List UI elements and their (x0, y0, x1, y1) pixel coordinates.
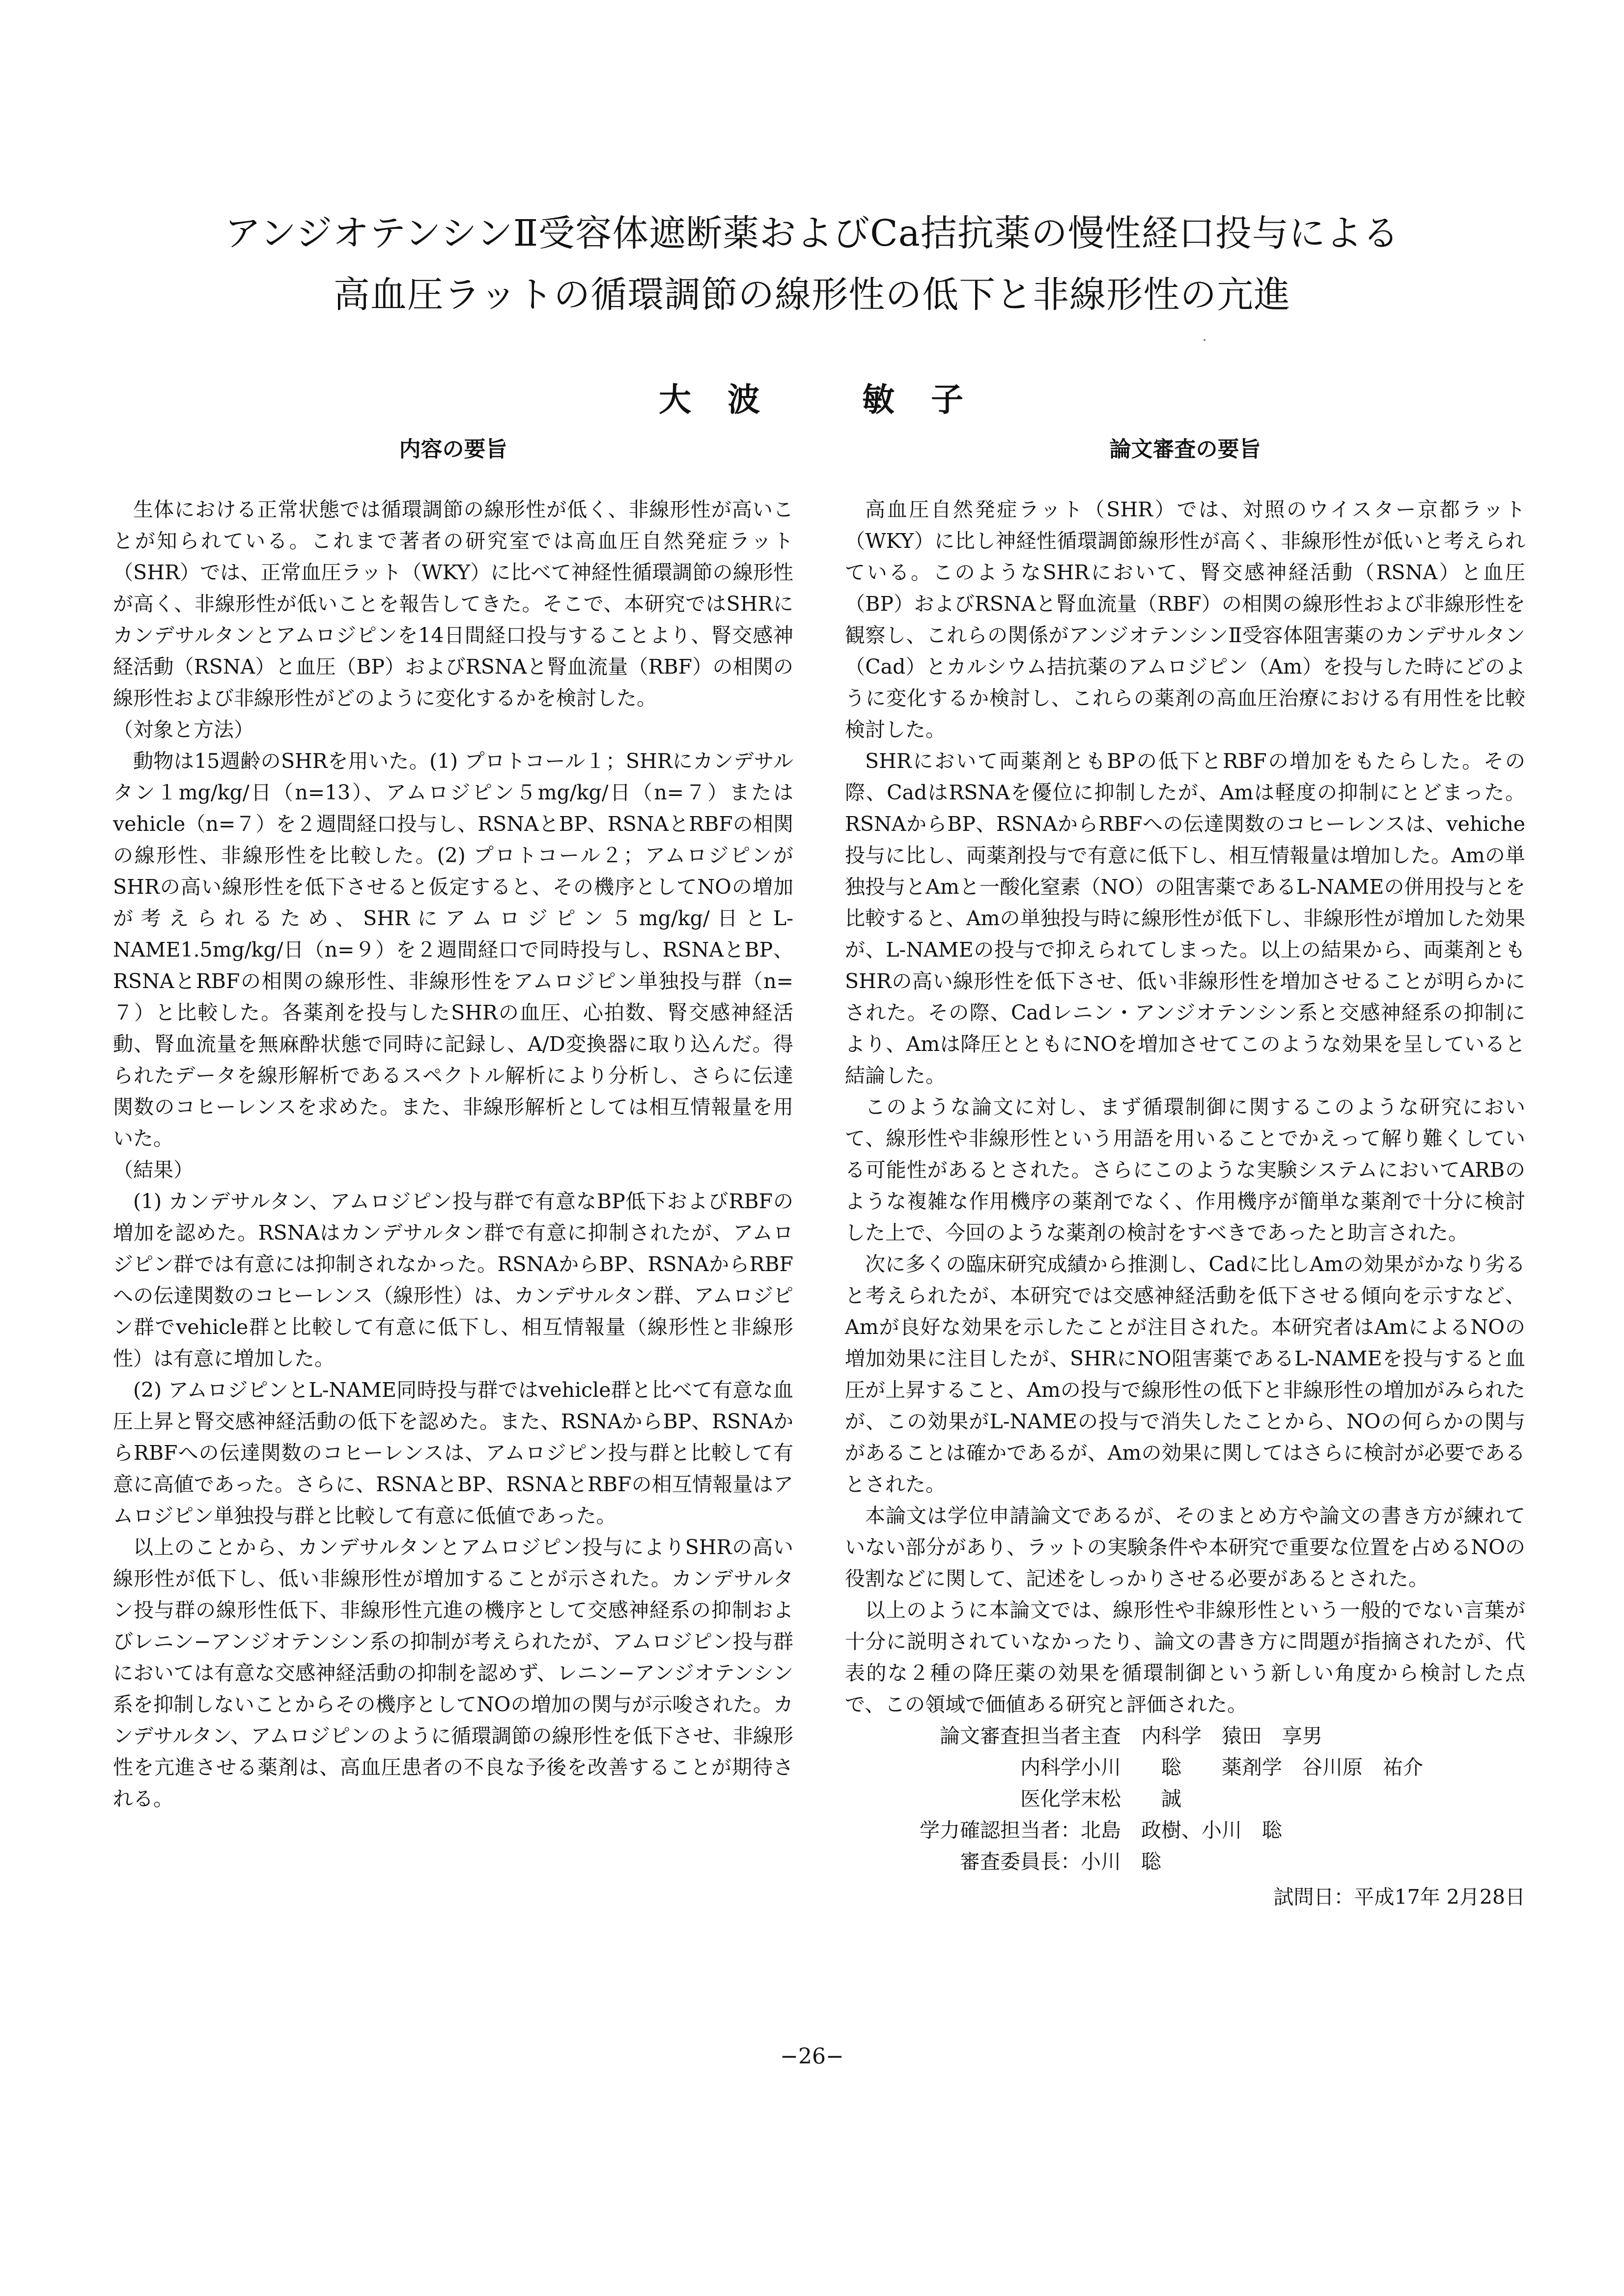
section-label-results: （結果） (113, 1158, 194, 1182)
review-paragraph: 高血圧自然発症ラット（SHR）では、対照のウイスター京都ラット（WKY）に比し神経性循環調節線形性が高く、非線形性が低いと考えられている。このようなSHRにおいて、腎交感神経活動（RSNA）と血圧（BP）およびRSNAと腎血流量（RBF）の相関の線形性および非線形性を観察し、これらの関係がアンジオテンシンⅡ受容体阻害薬のカンデサルタン（Cad）とカルシウム拮抗薬のアムロジピン（Am）を投与した時にどのように変化するか検討し、これらの薬剤の高血圧治療における有用性を比較検討した。 (845, 498, 1525, 741)
credit-role: 学力確認担当者： (920, 1818, 1081, 1842)
summary-paragraph: (1) カンデサルタン、アムロジピン投与群で有意なBP低下およびRBFの増加を認めた。RSNAはカンデサルタン群で有意に抑制されたが、アムロジピン群では有意には抑制されなかった。RSNAからBP、RSNAからRBFへの伝達関数のコヒーレンス（線形性）は、カンデサルタン群、アムロジピン群でvehicle群と比較して有意に低下し、相互情報量（線形性と非線形性）は有意に増加した。 (113, 1190, 793, 1370)
credit-value: 主査 内科学 猿田 享男 (1081, 1724, 1322, 1748)
summary-paragraph: 動物は15週齢のSHRを用いた。(1) プロトコール１；SHRにカンデサルタン１mg/kg/日（n=13）、アムロジピン５mg/kg/日（n=７）またはvehicle（n=７）を２週間経口投与し、RSNAとBP、RSNAとRBFの相関の線形性、非線形性を比較した。(2) プロトコール２；アムロジピンがSHRの高い線形性を低下させると仮定すると、その機序としてNOの増加が考えられるため、SHRにアムロジピン５mg/kg/日とL-NAME1.5mg/kg/日（n=９）を２週間経口で同時投与し、RSNAとBP、RSNAとRBFの相関の線形性、非線形性をアムロジピン単独投与群（n=７）と比較した。各薬剤を投与したSHRの血圧、心拍数、腎交感神経活動、腎血流量を無麻酔状態で同時に記録し、A/D変換器に取り込んだ。得られたデータを線形解析であるスペクトル解析により分析し、さらに伝達関数のコヒーレンスを求めた。また、非線形解析としては相互情報量を用いた。 (113, 749, 793, 1150)
review-heading: 論文審査の要旨 (1109, 437, 1261, 462)
credit-row (845, 1814, 1525, 1846)
credit-row (845, 1783, 1525, 1814)
review-paragraph: 本論文は学位申請論文であるが、そのまとめ方や論文の書き方が練れていない部分があり、ラットの実験条件や本研究で重要な位置を占めるNOの役割などに関して、記述をしっかりさせる必要があるとされた。 (845, 1504, 1525, 1590)
credit-row (845, 1720, 1525, 1752)
review-paragraph: SHRにおいて両薬剤ともBPの低下とRBFの増加をもたらした。その際、CadはRSNAを優位に抑制したが、Amは軽度の抑制にとどまった。RSNAからBP、RSNAからRBFへの伝達関数のコヒーレンスは、vehiche投与に比し、両薬剤投与で有意に低下し、相互情報量は増加した。Amの単独投与とAmと一酸化窒素（NO）の阻害薬であるL-NAMEの併用投与とを比較すると、Amの単独投与時に線形性が低下し、非線形性が増加した効果が、L-NAMEの投与で抑えられてしまった。以上の結果から、両薬剤ともSHRの高い線形性を低下させ、低い非線形性を増加させることが明らかにされた。その際、Cadレニン・アンジオテンシン系と交感神経系の抑制により、Amは降圧とともにNOを増加させてこのような効果を呈していると結論した。 (845, 749, 1525, 1087)
exam-date: 試問日：平成17年 2月28日 (1273, 1885, 1525, 1909)
credit-row (845, 1752, 1525, 1783)
credit-role: 論文審査担当者 (940, 1724, 1081, 1748)
summary-heading: 内容の要旨 (399, 437, 507, 462)
summary-paragraph: 以上のことから、カンデサルタンとアムロジピン投与によりSHRの高い線形性が低下し、低い非線形性が増加することが示された。カンデサルタン投与群の線形性低下、非線形性亢進の機序として交感神経系の抑制およびレニン−アンジオテンシン系の抑制が考えられたが、アムロジピン投与群においては有意な交感神経活動の抑制を認めず、レニン−アンジオテンシン系を抑制しないことからその機序としてNOの増加の関与が示唆された。カンデサルタン、アムロジピンのように循環調節の線形性を低下させ、非線形性を亢進させる薬剤は、高血圧患者の不良な予後を改善することが期待される。 (113, 1535, 793, 1811)
review-column (845, 435, 1525, 1913)
review-paragraph: 次に多くの臨床研究成績から推測し、Cadに比しAmの効果がかなり劣ると考えられたが、本研究では交感神経活動を低下させる傾向を示すなど、Amが良好な効果を示したことが注目された。本研究者はAmによるNOの増加効果に注目したが、SHRにNO阻害薬であるL-NAMEを投与すると血圧が上昇すること、Amの投与で線形性の低下と非線形性の増加がみられたが、この効果がL-NAMEの投与で消失したことから、NOの何らかの関与があることは確かであるが、Amの効果に関してはさらに検討が必要であるとされた。 (845, 1252, 1525, 1496)
credit-value: 末松 誠 (1081, 1787, 1181, 1811)
review-paragraph: このような論文に対し、まず循環制御に関するこのような研究において、線形性や非線形性という用語を用いることでかえって解り難くしている可能性があるとされた。さらにこのような実験システムにおいてARBのような複雑な作用機序の薬剤でなく、作用機序が簡単な薬剤で十分に検討した上で、今回のような薬剤の検討をすべきであったと助言された。 (845, 1095, 1525, 1245)
scan-speck (1204, 339, 1205, 341)
author-name (0, 373, 1624, 420)
review-paragraph: 以上のように本論文では、線形性や非線形性という一般的でない言葉が十分に説明されていなかったり、論文の書き方に問題が指摘されたが、代表的な２種の降圧薬の効果を循環制御という新しい角度から検討した点で、この領域で価値ある研究と評価された。 (845, 1598, 1525, 1716)
credit-role: 医化学 (1020, 1787, 1081, 1811)
summary-paragraph: (2) アムロジピンとL-NAME同時投与群ではvehicle群と比べて有意な血圧上昇と腎交感神経活動の低下を認めた。また、RSNAからBP、RSNAからRBFへの伝達関数のコヒーレンスは、アムロジピン投与群と比較して有意に高値であった。さらに、RSNAとBP、RSNAとRBFの相互情報量はアムロジピン単独投与群と比較して有意に低値であった。 (113, 1378, 793, 1528)
review-credits (845, 1720, 1525, 1877)
credit-value: 北島 政樹、小川 聡 (1081, 1818, 1282, 1842)
title-line-1: アンジオテンシンⅡ受容体遮断薬およびCa拮抗薬の慢性経口投与による (224, 212, 1400, 255)
credit-role: 内科学 (1020, 1756, 1081, 1779)
author-surname: 大 波 (659, 381, 762, 419)
section-label-methods: （対象と方法） (113, 718, 254, 741)
credit-value: 小川 聡 (1081, 1850, 1161, 1873)
credit-role: 審査委員長： (960, 1850, 1081, 1873)
credit-row (845, 1846, 1525, 1877)
author-given-name: 敏 子 (862, 381, 965, 419)
summary-column (113, 435, 793, 1814)
title-line-2: 高血圧ラットの循環調節の線形性の低下と非線形性の亢進 (333, 274, 1291, 316)
summary-paragraph: 生体における正常状態では循環調節の線形性が低く、非線形性が高いことが知られている。これまで著者の研究室では高血圧自然発症ラット（SHR）では、正常血圧ラット（WKY）に比べて神経性循環調節の線形性が高く、非線形性が低いことを報告してきた。そこで、本研究ではSHRにカンデサルタンとアムロジピンを14日間経口投与することより、腎交感神経活動（RSNA）と血圧（BP）およびRSNAと腎血流量（RBF）の相関の線形性および非線形性がどのように変化するかを検討した。 (113, 498, 793, 710)
credit-value: 小川 聡 薬剤学 谷川原 祐介 (1081, 1756, 1423, 1779)
page-number: −26− (780, 2044, 844, 2069)
